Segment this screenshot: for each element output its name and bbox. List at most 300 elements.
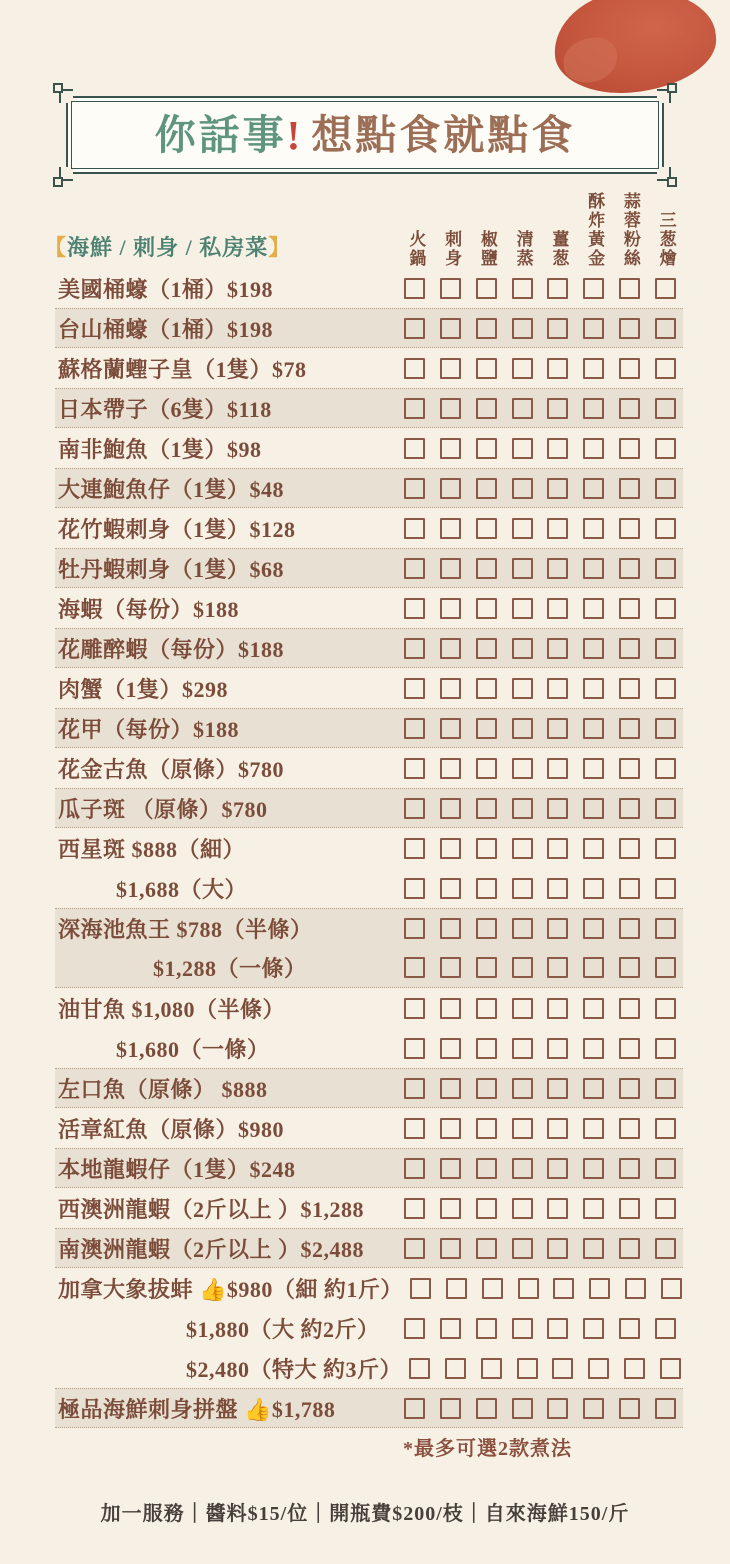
cooking-method-checkbox[interactable] (440, 638, 461, 659)
cooking-method-checkbox[interactable] (547, 358, 568, 379)
cooking-method-checkbox[interactable] (655, 478, 676, 499)
cooking-method-checkbox[interactable] (476, 478, 497, 499)
cooking-method-checkbox[interactable] (619, 1078, 640, 1099)
cooking-method-checkbox[interactable] (655, 1198, 676, 1219)
cooking-method-checkbox[interactable] (512, 558, 533, 579)
checkbox-cell (576, 918, 612, 939)
cooking-method-checkbox[interactable] (619, 1238, 640, 1259)
cooking-method-checkbox[interactable] (547, 918, 568, 939)
cooking-method-checkbox[interactable] (440, 758, 461, 779)
cooking-method-checkbox[interactable] (404, 957, 425, 978)
checkbox-cell (469, 638, 505, 659)
cooking-method-checkbox[interactable] (512, 358, 533, 379)
cooking-method-checkbox[interactable] (476, 1118, 497, 1139)
cooking-method-checkbox[interactable] (404, 1038, 425, 1059)
checkbox-cell (397, 278, 433, 299)
cooking-method-checkbox[interactable] (655, 678, 676, 699)
cooking-method-checkbox[interactable] (619, 1118, 640, 1139)
cooking-method-checkbox[interactable] (440, 1318, 461, 1339)
cooking-method-header (505, 230, 541, 268)
cooking-method-checkbox[interactable] (655, 1118, 676, 1139)
cooking-method-checkbox[interactable] (404, 1238, 425, 1259)
cooking-method-checkbox[interactable] (476, 278, 497, 299)
cooking-method-checkbox[interactable] (476, 1158, 497, 1179)
cooking-method-checkbox[interactable] (661, 1278, 682, 1299)
cooking-method-checkbox[interactable] (476, 638, 497, 659)
cooking-method-checkbox[interactable] (512, 1198, 533, 1219)
cooking-method-checkbox[interactable] (583, 838, 604, 859)
cooking-method-checkbox[interactable] (583, 358, 604, 379)
cooking-method-checkbox[interactable] (512, 718, 533, 739)
dish-label: $1,688（大） (116, 876, 248, 902)
cooking-method-checkbox[interactable] (404, 1078, 425, 1099)
cooking-method-checkbox[interactable] (583, 1078, 604, 1099)
cooking-method-checkbox[interactable] (440, 398, 461, 419)
cooking-method-checkbox[interactable] (655, 758, 676, 779)
cooking-method-checkbox[interactable] (440, 1158, 461, 1179)
cooking-method-checkbox[interactable] (404, 318, 425, 339)
checkbox-cell (397, 918, 433, 939)
cooking-method-checkbox[interactable] (619, 838, 640, 859)
cooking-method-checkbox[interactable] (583, 1158, 604, 1179)
cooking-method-checkbox[interactable] (655, 358, 676, 379)
cooking-method-checkbox[interactable] (624, 1358, 645, 1379)
cooking-method-checkbox[interactable] (547, 1158, 568, 1179)
cooking-method-checkbox[interactable] (655, 1238, 676, 1259)
cooking-method-checkbox[interactable] (512, 1038, 533, 1059)
checkbox-cell (612, 718, 648, 739)
checkbox-cell (647, 358, 683, 379)
cooking-method-checkbox[interactable] (655, 518, 676, 539)
cooking-method-checkbox[interactable] (404, 718, 425, 739)
cooking-method-checkbox[interactable] (547, 398, 568, 419)
cooking-method-checkbox[interactable] (583, 998, 604, 1019)
cooking-method-checkbox[interactable] (583, 438, 604, 459)
cooking-method-checkbox[interactable] (583, 518, 604, 539)
menu-row (55, 1108, 683, 1148)
cooking-method-checkbox[interactable] (619, 598, 640, 619)
cooking-method-checkbox[interactable] (547, 318, 568, 339)
cooking-method-checkbox[interactable] (619, 957, 640, 978)
cooking-method-checkbox[interactable] (404, 1198, 425, 1219)
cooking-method-checkbox[interactable] (404, 838, 425, 859)
cooking-method-checkbox[interactable] (655, 638, 676, 659)
checkbox-cell (612, 1038, 648, 1059)
dish-label: 加拿大象拔蚌 👍$980（細 約1斤） (58, 1276, 403, 1302)
cooking-method-checkbox[interactable] (410, 1278, 431, 1299)
cooking-method-checkbox[interactable] (440, 838, 461, 859)
cooking-method-checkbox[interactable] (440, 278, 461, 299)
cooking-method-checkbox[interactable] (547, 1118, 568, 1139)
cooking-method-checkbox[interactable] (512, 638, 533, 659)
cooking-method-checkbox[interactable] (404, 678, 425, 699)
cooking-method-checkbox[interactable] (583, 278, 604, 299)
cooking-method-checkbox[interactable] (404, 1118, 425, 1139)
cooking-method-checkbox[interactable] (440, 998, 461, 1019)
checkbox-cell (433, 1078, 469, 1099)
cooking-method-checkbox[interactable] (619, 1038, 640, 1059)
menu-row (55, 548, 683, 588)
cooking-method-checkbox[interactable] (440, 1118, 461, 1139)
cooking-method-checkbox[interactable] (476, 1078, 497, 1099)
cooking-method-checkbox[interactable] (440, 1398, 461, 1419)
checkbox-group (397, 1078, 683, 1099)
cooking-method-checkbox[interactable] (476, 1238, 497, 1259)
cooking-method-checkbox[interactable] (619, 558, 640, 579)
cooking-method-checkbox[interactable] (619, 718, 640, 739)
checkbox-cell (433, 1398, 469, 1419)
cooking-method-checkbox[interactable] (547, 838, 568, 859)
cooking-method-checkbox[interactable] (619, 438, 640, 459)
cooking-method-checkbox[interactable] (619, 478, 640, 499)
checkbox-cell (433, 878, 469, 899)
cooking-method-checkbox[interactable] (440, 798, 461, 819)
cooking-method-checkbox[interactable] (583, 878, 604, 899)
cooking-method-checkbox[interactable] (583, 957, 604, 978)
cooking-method-checkbox[interactable] (404, 638, 425, 659)
cooking-method-checkbox[interactable] (619, 1158, 640, 1179)
cooking-method-checkbox[interactable] (476, 838, 497, 859)
cooking-method-checkbox[interactable] (512, 918, 533, 939)
cooking-method-checkbox[interactable] (547, 438, 568, 459)
cooking-method-checkbox[interactable] (440, 358, 461, 379)
cooking-method-checkbox[interactable] (583, 398, 604, 419)
checkbox-cell (540, 638, 576, 659)
checkbox-cell (433, 758, 469, 779)
cooking-method-checkbox[interactable] (512, 438, 533, 459)
checkbox-cell (612, 1078, 648, 1099)
cooking-method-checkbox[interactable] (583, 1318, 604, 1339)
cooking-method-checkbox[interactable] (476, 878, 497, 899)
menu-row (55, 388, 683, 428)
dish-label: $2,480（特大 約3斤） (186, 1356, 403, 1382)
cooking-method-checkbox[interactable] (655, 918, 676, 939)
cooking-method-checkbox[interactable] (476, 798, 497, 819)
cooking-method-checkbox[interactable] (619, 918, 640, 939)
cooking-method-checkbox[interactable] (476, 398, 497, 419)
checkbox-cell (647, 1238, 683, 1259)
cooking-method-checkbox[interactable] (476, 358, 497, 379)
checkbox-cell (469, 358, 505, 379)
cooking-method-checkbox[interactable] (583, 678, 604, 699)
cooking-method-checkbox[interactable] (655, 398, 676, 419)
cooking-method-checkbox[interactable] (583, 638, 604, 659)
cooking-method-checkbox[interactable] (440, 598, 461, 619)
checkbox-cell (433, 1158, 469, 1179)
cooking-method-checkbox[interactable] (476, 918, 497, 939)
cooking-method-checkbox[interactable] (512, 798, 533, 819)
checkbox-cell (647, 957, 683, 978)
cooking-method-checkbox[interactable] (583, 798, 604, 819)
cooking-method-checkbox[interactable] (404, 358, 425, 379)
cooking-method-checkbox[interactable] (553, 1278, 574, 1299)
cooking-method-checkbox[interactable] (547, 1398, 568, 1419)
checkbox-cell (433, 678, 469, 699)
cooking-method-checkbox[interactable] (619, 518, 640, 539)
cooking-method-checkbox[interactable] (655, 1158, 676, 1179)
cooking-method-checkbox[interactable] (476, 598, 497, 619)
cooking-method-checkbox[interactable] (440, 1198, 461, 1219)
cooking-method-checkbox[interactable] (619, 998, 640, 1019)
cooking-method-checkbox[interactable] (512, 878, 533, 899)
cooking-method-checkbox[interactable] (440, 318, 461, 339)
cooking-method-checkbox[interactable] (655, 318, 676, 339)
cooking-method-checkbox[interactable] (583, 558, 604, 579)
cooking-method-checkbox[interactable] (588, 1358, 609, 1379)
cooking-method-checkbox[interactable] (409, 1358, 430, 1379)
cooking-method-checkbox[interactable] (476, 1198, 497, 1219)
cooking-method-checkbox[interactable] (655, 798, 676, 819)
checkbox-cell (540, 878, 576, 899)
cooking-method-checkbox[interactable] (476, 678, 497, 699)
cooking-method-checkbox[interactable] (404, 398, 425, 419)
cooking-method-checkbox[interactable] (583, 1238, 604, 1259)
cooking-method-checkbox[interactable] (440, 718, 461, 739)
checkbox-group (397, 598, 683, 619)
cooking-method-checkbox[interactable] (547, 758, 568, 779)
cooking-method-checkbox[interactable] (476, 758, 497, 779)
cooking-method-checkbox[interactable] (446, 1278, 467, 1299)
checkbox-cell (576, 878, 612, 899)
cooking-method-checkbox[interactable] (547, 1078, 568, 1099)
cooking-method-checkbox[interactable] (440, 1238, 461, 1259)
cooking-method-checkbox[interactable] (547, 478, 568, 499)
cooking-method-checkbox[interactable] (547, 558, 568, 579)
cooking-method-checkbox[interactable] (660, 1358, 681, 1379)
cooking-method-checkbox[interactable] (583, 758, 604, 779)
cooking-method-checkbox[interactable] (655, 838, 676, 859)
checkbox-cell (647, 838, 683, 859)
cooking-method-checkbox[interactable] (619, 278, 640, 299)
cooking-method-checkbox[interactable] (655, 1038, 676, 1059)
checkbox-group (397, 1398, 683, 1419)
cooking-method-checkbox[interactable] (619, 1318, 640, 1339)
cooking-method-checkbox[interactable] (440, 678, 461, 699)
cooking-method-checkbox[interactable] (655, 1318, 676, 1339)
checkbox-group (397, 918, 683, 939)
cooking-method-checkbox[interactable] (547, 598, 568, 619)
cooking-method-checkbox[interactable] (404, 278, 425, 299)
cooking-method-checkbox[interactable] (440, 957, 461, 978)
checkbox-group (397, 318, 683, 339)
cooking-method-checkbox[interactable] (404, 1398, 425, 1419)
cooking-method-checkbox[interactable] (512, 318, 533, 339)
cooking-method-checkbox[interactable] (619, 1198, 640, 1219)
cooking-method-header (613, 192, 649, 268)
checkbox-cell (540, 678, 576, 699)
cooking-method-checkbox[interactable] (440, 1078, 461, 1099)
cooking-method-checkbox[interactable] (481, 1358, 502, 1379)
cooking-method-checkbox[interactable] (655, 878, 676, 899)
cooking-method-checkbox[interactable] (583, 918, 604, 939)
cooking-method-checkbox[interactable] (547, 798, 568, 819)
cooking-method-checkbox[interactable] (440, 918, 461, 939)
cooking-method-checkbox[interactable] (552, 1358, 573, 1379)
cooking-method-checkbox[interactable] (583, 1038, 604, 1059)
cooking-method-checkbox[interactable] (512, 478, 533, 499)
cooking-method-checkbox[interactable] (655, 1398, 676, 1419)
checkbox-cell (540, 438, 576, 459)
cooking-method-checkbox[interactable] (583, 598, 604, 619)
cooking-method-checkbox[interactable] (547, 957, 568, 978)
cooking-method-checkbox[interactable] (476, 438, 497, 459)
cooking-method-checkbox[interactable] (655, 438, 676, 459)
cooking-method-checkbox[interactable] (404, 518, 425, 539)
cooking-method-checkbox[interactable] (404, 998, 425, 1019)
cooking-method-checkbox[interactable] (589, 1278, 610, 1299)
cooking-method-checkbox[interactable] (655, 1078, 676, 1099)
cooking-method-checkbox[interactable] (512, 678, 533, 699)
cooking-method-checkbox[interactable] (619, 398, 640, 419)
cooking-method-checkbox[interactable] (482, 1278, 503, 1299)
cooking-method-checkbox[interactable] (619, 1398, 640, 1419)
cooking-method-checkbox[interactable] (512, 1398, 533, 1419)
cooking-method-checkbox[interactable] (583, 1118, 604, 1139)
cooking-method-checkbox[interactable] (440, 1038, 461, 1059)
cooking-method-checkbox[interactable] (476, 518, 497, 539)
cooking-method-checkbox[interactable] (583, 718, 604, 739)
cooking-method-checkbox[interactable] (404, 918, 425, 939)
cooking-method-header (470, 230, 506, 268)
cooking-method-checkbox[interactable] (476, 1398, 497, 1419)
cooking-method-checkbox[interactable] (619, 358, 640, 379)
cooking-method-checkbox[interactable] (512, 1318, 533, 1339)
cooking-method-checkbox[interactable] (404, 1318, 425, 1339)
cooking-method-checkbox[interactable] (583, 1398, 604, 1419)
cooking-method-checkbox[interactable] (512, 278, 533, 299)
checkbox-cell (612, 598, 648, 619)
checkbox-cell (504, 518, 540, 539)
cooking-method-checkbox[interactable] (619, 638, 640, 659)
checkbox-cell (433, 478, 469, 499)
checkbox-cell (576, 1398, 612, 1419)
dish-label: $1,680（一條） (116, 1036, 270, 1062)
cooking-method-checkbox[interactable] (583, 478, 604, 499)
checkbox-cell (576, 957, 612, 978)
cooking-method-checkbox[interactable] (655, 598, 676, 619)
cooking-method-checkbox[interactable] (547, 998, 568, 1019)
cooking-method-checkbox[interactable] (547, 878, 568, 899)
cooking-method-checkbox[interactable] (440, 558, 461, 579)
cooking-method-checkbox[interactable] (440, 478, 461, 499)
cooking-method-checkbox[interactable] (547, 678, 568, 699)
cooking-method-checkbox[interactable] (512, 598, 533, 619)
cooking-method-checkbox[interactable] (476, 718, 497, 739)
watercolor-blob (550, 0, 720, 99)
cooking-method-checkbox[interactable] (619, 878, 640, 899)
cooking-method-checkbox[interactable] (512, 998, 533, 1019)
cooking-method-checkbox[interactable] (619, 678, 640, 699)
checkbox-cell (647, 1078, 683, 1099)
cooking-method-checkbox[interactable] (619, 758, 640, 779)
cooking-method-checkbox[interactable] (512, 838, 533, 859)
checkbox-cell (433, 518, 469, 539)
checkbox-cell (647, 1038, 683, 1059)
dish-label: 牡丹蝦刺身（1隻）$68 (58, 556, 285, 582)
cooking-method-checkbox[interactable] (476, 1038, 497, 1059)
cooking-method-checkbox[interactable] (547, 1198, 568, 1219)
cooking-method-checkbox[interactable] (547, 1238, 568, 1259)
cooking-method-checkbox[interactable] (655, 718, 676, 739)
checkbox-cell (469, 878, 505, 899)
cooking-method-checkbox[interactable] (655, 957, 676, 978)
checkbox-cell (433, 838, 469, 859)
cooking-method-checkbox[interactable] (512, 518, 533, 539)
cooking-method-checkbox[interactable] (404, 478, 425, 499)
cooking-method-checkbox[interactable] (619, 798, 640, 819)
cooking-method-checkbox[interactable] (547, 718, 568, 739)
cooking-method-checkbox[interactable] (655, 558, 676, 579)
dish-label: 西星斑 $888（細） (58, 836, 246, 862)
cooking-method-checkbox[interactable] (512, 1078, 533, 1099)
cooking-method-checkbox[interactable] (404, 1158, 425, 1179)
cooking-method-checkbox[interactable] (445, 1358, 466, 1379)
checkbox-group (403, 1278, 689, 1299)
cooking-method-checkbox[interactable] (404, 558, 425, 579)
checkbox-cell (612, 438, 648, 459)
cooking-method-checkbox[interactable] (512, 758, 533, 779)
checkbox-cell (612, 918, 648, 939)
cooking-method-checkbox[interactable] (476, 957, 497, 978)
checkbox-cell (509, 1358, 545, 1379)
cooking-method-checkbox[interactable] (512, 398, 533, 419)
checkbox-group (397, 1198, 683, 1219)
checkbox-cell (647, 1398, 683, 1419)
menu-rows (55, 268, 683, 1428)
cooking-method-checkbox[interactable] (476, 998, 497, 1019)
cooking-method-checkbox[interactable] (404, 438, 425, 459)
cooking-method-checkbox[interactable] (547, 1038, 568, 1059)
cooking-method-checkbox[interactable] (655, 278, 676, 299)
cooking-method-checkbox[interactable] (517, 1358, 538, 1379)
cooking-method-checkbox[interactable] (512, 1158, 533, 1179)
cooking-method-checkbox[interactable] (476, 1318, 497, 1339)
checkbox-cell (617, 1358, 653, 1379)
cooking-method-checkbox[interactable] (583, 1198, 604, 1219)
cooking-method-checkbox[interactable] (404, 878, 425, 899)
cooking-method-checkbox[interactable] (476, 318, 497, 339)
cooking-method-checkbox[interactable] (404, 598, 425, 619)
cooking-method-checkbox[interactable] (440, 518, 461, 539)
cooking-method-checkbox[interactable] (512, 957, 533, 978)
cooking-method-checkbox[interactable] (547, 518, 568, 539)
checkbox-cell (576, 998, 612, 1019)
menu-row (55, 348, 683, 388)
checkbox-cell (576, 438, 612, 459)
cooking-method-checkbox[interactable] (476, 558, 497, 579)
cooking-method-checkbox[interactable] (655, 998, 676, 1019)
cooking-method-checkbox[interactable] (440, 878, 461, 899)
checkbox-cell (647, 518, 683, 539)
cooking-method-checkbox[interactable] (404, 758, 425, 779)
cooking-method-checkbox[interactable] (512, 1118, 533, 1139)
cooking-method-checkbox[interactable] (518, 1278, 539, 1299)
cooking-method-checkbox[interactable] (583, 318, 604, 339)
checkbox-group (397, 1158, 683, 1179)
cooking-method-checkbox[interactable] (619, 318, 640, 339)
cooking-method-checkbox[interactable] (512, 1238, 533, 1259)
cooking-method-checkbox[interactable] (547, 638, 568, 659)
dish-label: 海蝦（每份）$188 (58, 596, 240, 622)
cooking-method-checkbox[interactable] (404, 798, 425, 819)
menu-row (55, 1188, 683, 1228)
cooking-method-checkbox[interactable] (547, 1318, 568, 1339)
cooking-method-checkbox[interactable] (625, 1278, 646, 1299)
checkbox-cell (540, 358, 576, 379)
cooking-method-checkbox[interactable] (547, 278, 568, 299)
checkbox-cell (504, 1238, 540, 1259)
cooking-method-checkbox[interactable] (440, 438, 461, 459)
